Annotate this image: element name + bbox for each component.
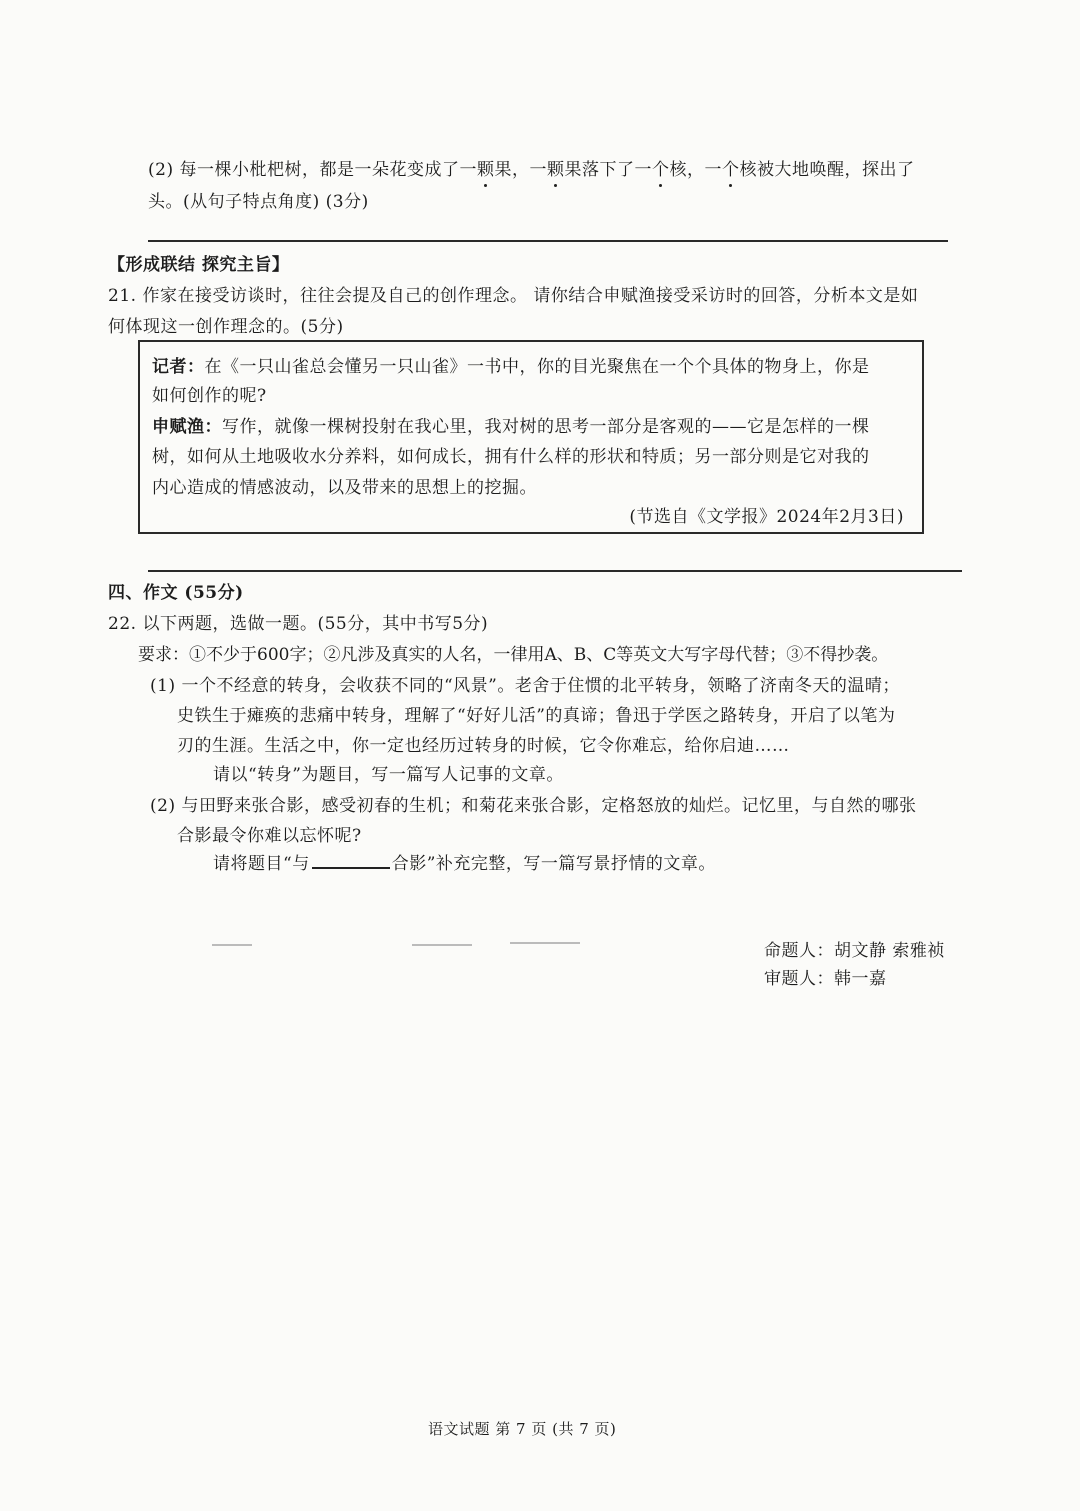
essay-heading: 四、作文 (55分) <box>108 583 244 603</box>
author-line1 <box>152 416 870 438</box>
prompt1-line2: 史铁生于瘫痪的悲痛中转身，理解了“好好儿活”的真谛；鲁迅于学医之路转身，开启了以笔为 <box>177 706 896 726</box>
divider <box>148 570 962 572</box>
scan-speck <box>510 942 580 944</box>
q21-line2: 何体现这一创作理念的。(5分) <box>108 317 344 337</box>
exam-reviewer: 审题人：韩一嘉 <box>764 969 887 989</box>
text-segment: 写作，就像一棵树投射在我心里，我对树的思考一部分是客观的——它是怎样的一棵 <box>222 417 870 437</box>
dotted-emphasis: 一颗果 <box>529 160 582 180</box>
prompt2-line1: (2) 与田野来张合影，感受初春的生机；和菊花来张合影，定格怒放的灿烂。记忆里，与自然的哪张 <box>150 796 917 816</box>
interview-box <box>138 340 924 534</box>
author-line3: 内心造成的情感波动，以及带来的思想上的挖掘。 <box>152 478 537 498</box>
q20-2-line2: 头。(从句子特点角度) (3分) <box>148 192 369 212</box>
dotted-emphasis: 一个核 <box>704 160 757 180</box>
author-line2: 树，如何从土地吸收水分养料，如何成长，拥有什么样的形状和特质；另一部分则是它对我的 <box>152 447 870 467</box>
prompt2-line2: 合影最令你难以忘怀呢? <box>177 826 362 846</box>
fill-in-blank <box>312 853 390 869</box>
text-segment: 请将题目“与 <box>213 854 310 874</box>
divider <box>148 240 948 242</box>
scan-speck <box>212 944 252 946</box>
page-footer: 语文试题 第 7 页 (共 7 页) <box>428 1420 617 1438</box>
reporter-line2: 如何创作的呢? <box>152 386 267 406</box>
text-segment: 落下了 <box>581 160 635 180</box>
reporter-line1 <box>152 356 870 378</box>
section-heading: 【形成联结 探究主旨】 <box>108 255 290 275</box>
dotted-emphasis: 一个核 <box>634 160 687 180</box>
interview-source: (节选自《文学报》2024年2月3日) <box>629 507 904 527</box>
text-segment: 补充完整，写一篇写景抒情的文章。 <box>435 854 716 874</box>
author-label: 申赋渔： <box>152 417 222 437</box>
prompt1-line3: 刃的生涯。生活之中，你一定也经历过转身的时候，它令你难忘，给你启迪…… <box>177 736 790 756</box>
reporter-label: 记者： <box>152 357 205 377</box>
q22-intro: 22. 以下两题，选做一题。(55分，其中书写5分) <box>108 614 489 634</box>
q21-line1: 21. 作家在接受访谈时，往往会提及自己的创作理念。 请你结合申赋渔接受采访时的回答，分析本文是如 <box>108 286 919 306</box>
text-segment: 在《一只山雀总会懂另一只山雀》一书中，你的目光聚焦在一个个具体的物身上，你是 <box>204 357 870 377</box>
prompt1-task: 请以“转身”为题目，写一篇写人记事的文章。 <box>213 765 564 785</box>
essay-requirements: 要求：①不少于600字；②凡涉及真实的人名，一律用A、B、C等英文大写字母代替；③不得抄袭。 <box>138 645 889 665</box>
text-segment: ， <box>686 160 705 180</box>
text-segment: 被大地唤醒，探出了 <box>756 160 915 180</box>
prompt1-line1: (1) 一个不经意的转身，会收获不同的“风景”。老舍于住惯的北平转身，领略了济南冬天的温晴； <box>150 676 900 696</box>
text-segment: 合影” <box>391 854 436 874</box>
exam-author: 命题人：胡文静 索雅祯 <box>764 941 945 961</box>
prompt2-task <box>213 853 716 875</box>
q20-2-line1 <box>148 159 914 181</box>
dotted-emphasis: 一颗果 <box>459 160 512 180</box>
scan-speck <box>412 944 472 946</box>
text-segment: (2) 每一棵小枇杷树，都是一朵花变成了 <box>148 160 460 180</box>
text-segment: ， <box>511 160 530 180</box>
